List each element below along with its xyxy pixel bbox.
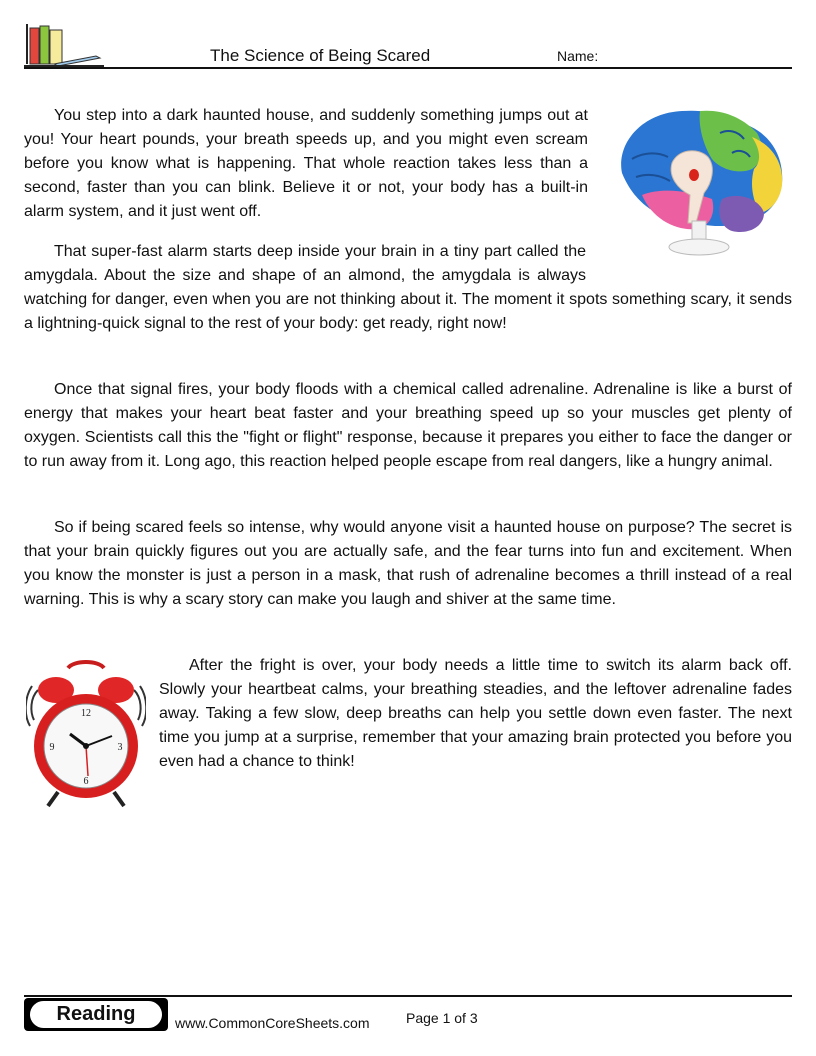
paragraph-2-text: That super-fast alarm starts deep inside your brain in a tiny part called the amygdala. About the size and shape of an almond, the amygdala is always watching for danger, even when you are not thinking about it. The moment it spots something scary, it sends a lightning-quick signal to the rest of your body: get ready, right now! bbox=[24, 243, 792, 332]
paragraph-5-text: After the fright is over, your body needs a little time to switch its alarm back off. Slowly your heartbeat calms, your breathing steadies, and the leftover adrenaline fades away. Taking a few slow, deep breaths can help you settle down even faster. The next time you jump at a surprise, remember that your amazing brain protected you before you even had a chance to think! bbox=[159, 657, 792, 770]
page-title: The Science of Being Scared bbox=[210, 46, 431, 65]
page-number: Page 1 of 3 bbox=[406, 1010, 478, 1026]
brain-wrap-spacer bbox=[586, 240, 792, 288]
paragraph-1-text: You step into a dark haunted house, and suddenly something jumps out at you! Your heart pounds, your breath speeds up, and you might even scream before you know what is happening. That whole reaction takes less than a second, faster than you can blink. Believe it or not, your body has a built-in alarm system, and it just went off. bbox=[24, 107, 588, 220]
brain-model-icon bbox=[612, 103, 788, 259]
footer-divider bbox=[24, 995, 792, 997]
reading-badge-label: Reading bbox=[30, 1001, 162, 1028]
paragraph-3-text: Once that signal fires, your body floods with a chemical called adrenaline. Adrenaline is like a burst of energy that makes your heart beat faster and your breathing speed up so your muscles get plenty of oxygen. Scientists call this the "fight or flight" response, because it prepares you either to face the danger or to run away from it. Long ago, this reaction helped people escape from real dangers, like a hungry animal. bbox=[24, 381, 792, 470]
books-logo-icon bbox=[24, 24, 104, 68]
name-label: Name: bbox=[557, 48, 599, 64]
paragraph-4 bbox=[24, 516, 792, 612]
paragraph-3 bbox=[24, 378, 792, 474]
paragraph-1 bbox=[24, 104, 588, 224]
svg-text:12: 12 bbox=[81, 708, 91, 719]
header-divider bbox=[24, 67, 792, 69]
svg-text:3: 3 bbox=[117, 742, 123, 753]
paragraph-5 bbox=[159, 654, 792, 774]
paragraph-4-text: So if being scared feels so intense, why would anyone visit a haunted house on purpose? The secret is that your brain quickly figures out you are actually safe, and the fear turns into fun and excitement. When you know the monster is just a person in a mask, that rush of adrenaline becomes a thrill instead of a real warning. This is why a scary story can make you laugh and shiver at the same time. bbox=[24, 519, 792, 608]
alarm-clock-icon bbox=[26, 658, 146, 810]
site-url: www.CommonCoreSheets.com bbox=[175, 1015, 370, 1031]
paragraph-2 bbox=[24, 240, 792, 336]
svg-text:6: 6 bbox=[83, 776, 89, 787]
svg-text:9: 9 bbox=[49, 742, 55, 753]
